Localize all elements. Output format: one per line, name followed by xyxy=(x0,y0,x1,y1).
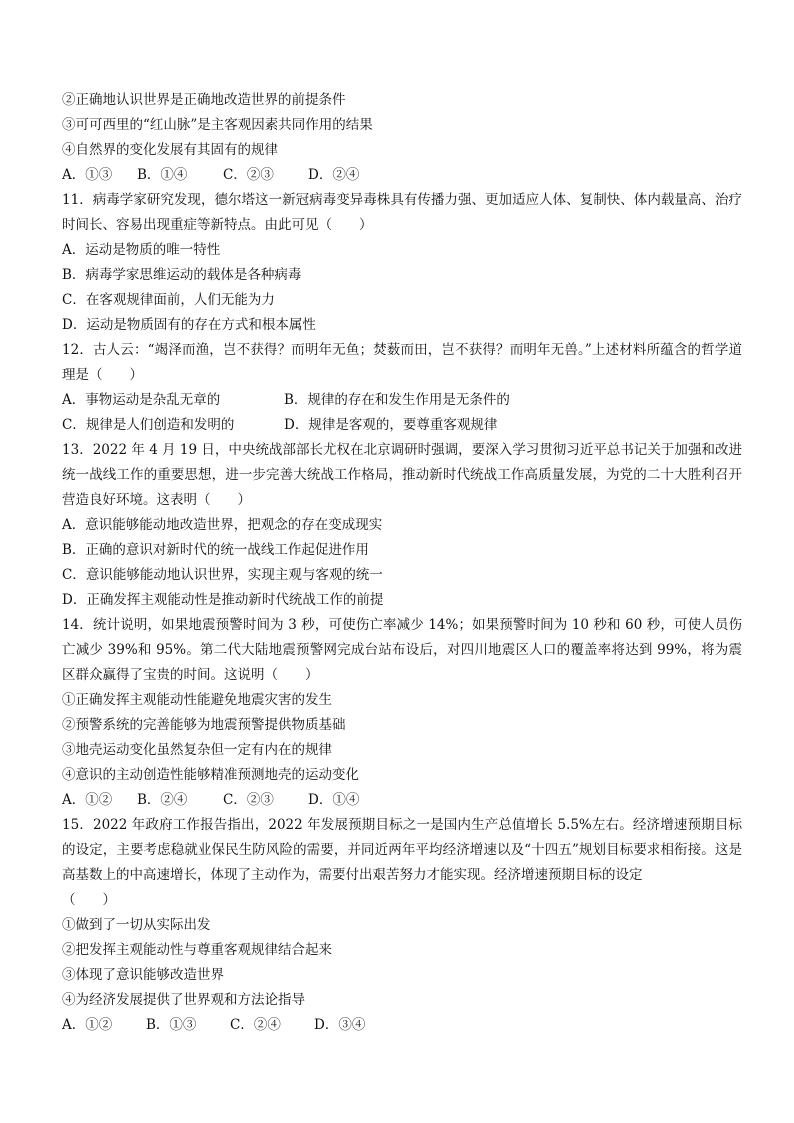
question-page xyxy=(62,88,742,1038)
q12-option-d[interactable]: D．规律是客观的，要尊重客观规律 xyxy=(284,417,498,433)
q14-item-3: ③地壳运动变化虽然复杂但一定有内在的规律 xyxy=(62,742,332,758)
q12-option-b[interactable]: B．规律的存在和发生作用是无条件的 xyxy=(284,392,510,408)
q11-option-b[interactable]: B．病毒学家思维运动的载体是各种病毒 xyxy=(62,267,302,283)
q14-option-d[interactable]: D．①④ xyxy=(308,792,360,808)
q10-item-2: ②正确地认识世界是正确地改造世界的前提条件 xyxy=(62,92,346,108)
q13-option-d[interactable]: D．正确发挥主观能动性是推动新时代统战工作的前提 xyxy=(62,592,384,608)
q14-item-4: ④意识的主动创造性能够精准预测地壳的运动变化 xyxy=(62,767,359,783)
q15-option-a[interactable]: A．①② xyxy=(62,1017,113,1033)
q14-option-c[interactable]: C．②③ xyxy=(223,792,274,808)
q15-stem-text: 15．2022 年政府工作报告指出，2022 年发展预期目标之一是国内生产总值增长 5.5%左右。经济增速预期目标的设定，主要考虑稳就业保民生防风险的需要，并同近两年平均经济增速以及“十四五”规划目标要求相衔接。这是高基数上的中高速增长，体现了主动作为，需要付出艰苦努力才能实现。经济增速预期目标的设定 xyxy=(62,817,742,883)
q12-stem-text: 12．古人云：“竭泽而渔，岂不获得？而明年无鱼；焚薮而田，岂不获得？而明年无兽。”上述材料所蕴含的哲学道理是（ ） xyxy=(62,342,742,383)
q12-options-row-2 xyxy=(62,413,742,438)
q11-option-c[interactable]: C．在客观规律面前，人们无能为力 xyxy=(62,292,275,308)
q14-item-2: ②预警系统的完善能够为地震预警提供物质基础 xyxy=(62,717,346,733)
q15-item-1: ①做到了一切从实际出发 xyxy=(62,917,211,933)
q15-option-b[interactable]: B．①③ xyxy=(146,1017,197,1033)
q14-option-a[interactable]: A．①② xyxy=(62,792,113,808)
q15-item-4: ④为经济发展提供了世界观和方法论指导 xyxy=(62,992,305,1008)
q15-item-3: ③体现了意识能够改造世界 xyxy=(62,967,224,983)
q11-option-d[interactable]: D．运动是物质固有的存在方式和根本属性 xyxy=(62,317,316,333)
q14-options xyxy=(62,788,742,813)
q15-item-2: ②把发挥主观能动性与尊重客观规律结合起来 xyxy=(62,942,332,958)
q11-stem xyxy=(62,188,742,238)
q12-stem xyxy=(62,338,742,388)
q15-answer-blank: （ ） xyxy=(62,892,116,908)
q10-item-3: ③可可西里的“红山脉”是主客观因素共同作用的结果 xyxy=(62,117,373,133)
q15-option-c[interactable]: C．②④ xyxy=(230,1017,281,1033)
q11-option-a[interactable]: A．运动是物质的唯一特性 xyxy=(62,242,221,258)
q13-option-b[interactable]: B．正确的意识对新时代的统一战线工作起促进作用 xyxy=(62,542,369,558)
q13-option-a[interactable]: A．意识能够能动地改造世界，把观念的存在变成现实 xyxy=(62,517,383,533)
q15-option-d[interactable]: D．③④ xyxy=(314,1017,366,1033)
q14-item-1: ①正确发挥主观能动性能避免地震灾害的发生 xyxy=(62,692,332,708)
q14-stem-text: 14．统计说明，如果地震预警时间为 3 秒，可使伤亡率减少 14%；如果预警时间为 10 秒和 60 秒，可使人员伤亡减少 39%和 95%。第二代大陆地震预警网完成台站布设后，对四川地震区人口的覆盖率将达到 99%，将为震区群众赢得了宝贵的时间。这说明（ ） xyxy=(62,617,742,683)
q10-options xyxy=(62,163,742,188)
q10-option-c[interactable]: C．②③ xyxy=(223,167,274,183)
q13-stem-text: 13．2022 年 4 月 19 日，中央统战部部长尤权在北京调研时强调，要深入学习贯彻习近平总书记关于加强和改进统一战线工作的重要思想，进一步完善大统战工作格局，推动新时代统战工作高质量发展，为党的二十大胜利召开营造良好环境。这表明（ ） xyxy=(62,442,742,508)
q12-option-a[interactable]: A．事物运动是杂乱无章的 xyxy=(62,392,221,408)
q10-option-a[interactable]: A．①③ xyxy=(62,167,113,183)
q15-options xyxy=(62,1013,742,1038)
q12-option-c[interactable]: C．规律是人们创造和发明的 xyxy=(62,417,235,433)
q10-option-d[interactable]: D．②④ xyxy=(308,167,360,183)
q10-option-b[interactable]: B．①④ xyxy=(137,167,188,183)
q15-stem xyxy=(62,813,742,888)
q14-option-b[interactable]: B．②④ xyxy=(137,792,188,808)
q11-stem-text: 11．病毒学家研究发现，德尔塔这一新冠病毒变异毒株具有传播力强、更加适应人体、复制快、体内载量高、治疗时间长、容易出现重症等新特点。由此可见（ ） xyxy=(62,192,742,233)
q13-stem xyxy=(62,438,742,513)
q10-item-4: ④自然界的变化发展有其固有的规律 xyxy=(62,142,278,158)
q14-stem xyxy=(62,613,742,688)
q13-option-c[interactable]: C．意识能够能动地认识世界，实现主观与客观的统一 xyxy=(62,567,383,583)
q12-options-row-1 xyxy=(62,388,742,413)
